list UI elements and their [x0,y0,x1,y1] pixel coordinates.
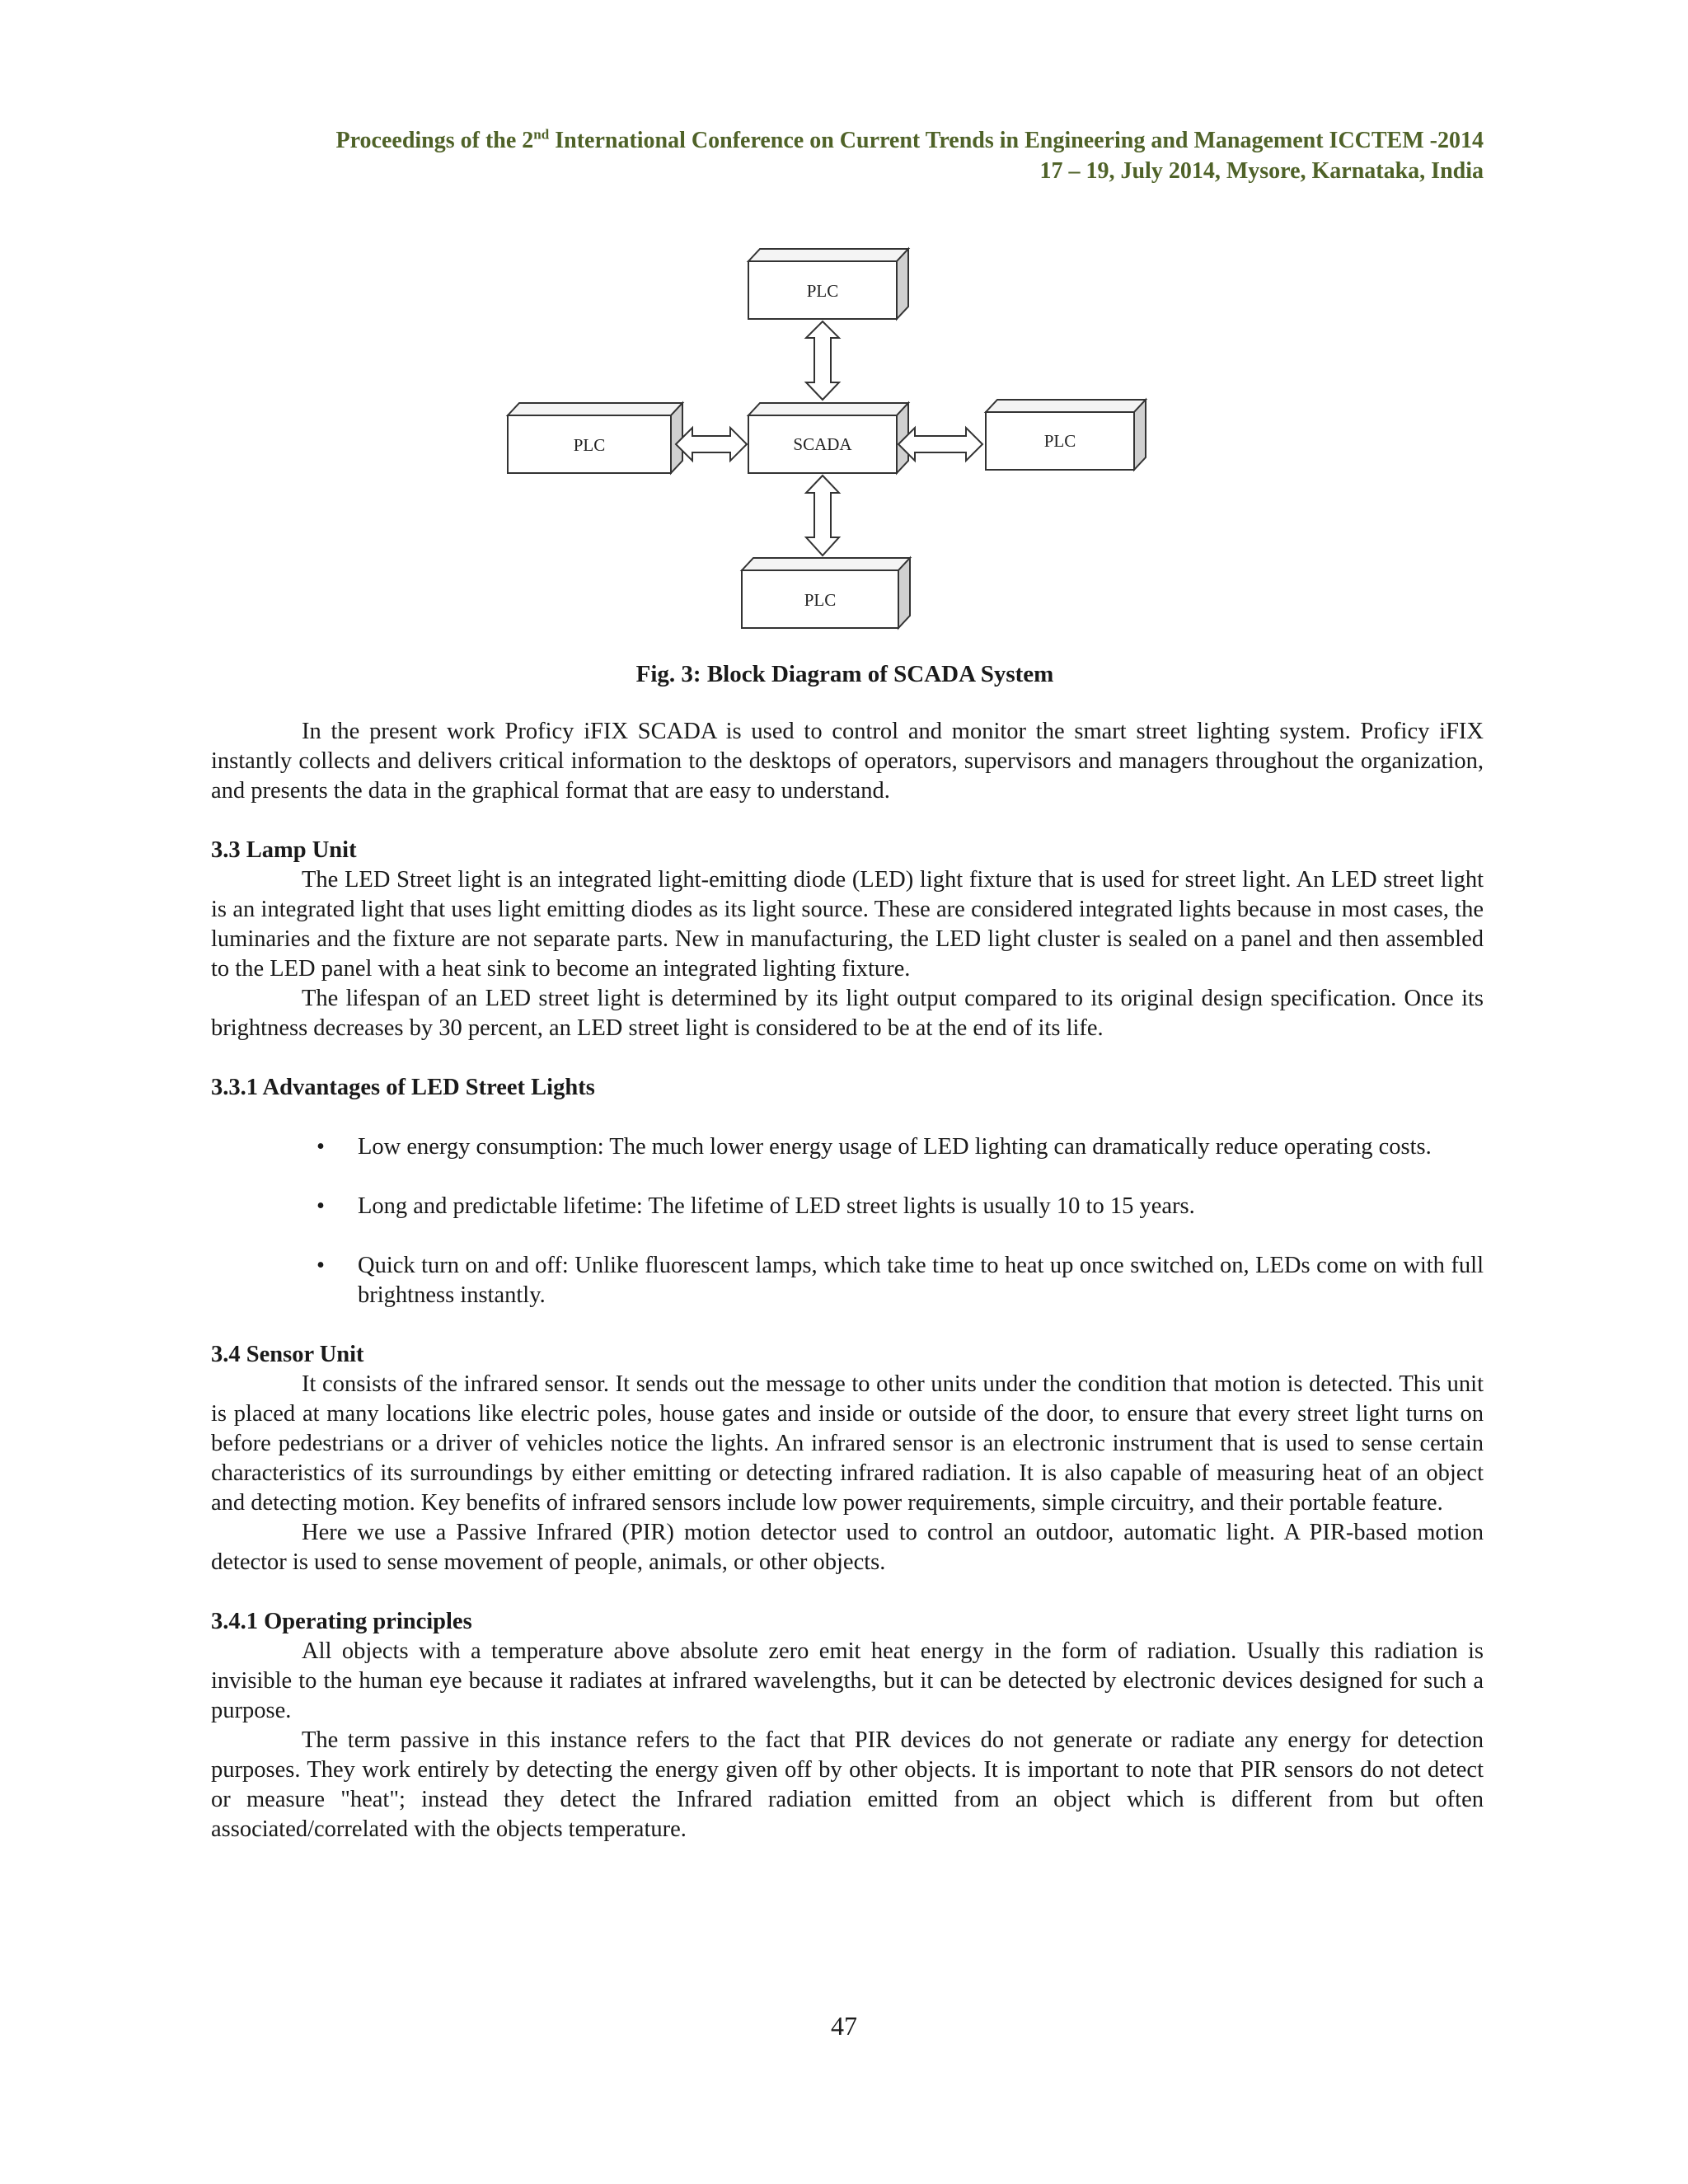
paragraph-sensor-2: Here we use a Passive Infrared (PIR) motion detector used to control an outdoor, automatic light. A PIR-based motion detector is used to sense movement of people, animals, or other objects. [211,1520,1484,1575]
advantages-list [211,1132,1484,1310]
label-plc-top: PLC [806,281,839,301]
page-number: 47 [831,2011,857,2041]
header-line-1: Proceedings of the 2nd International Conference on Current Trends in Engineering and Management ICCTEM -2014 [335,126,1484,153]
list-item: • Long and predictable lifetime: The lifetime of LED street lights is usually 10 to 15 years. [211,1192,1484,1221]
paragraph-lamp-2: The lifespan of an LED street light is determined by its light output compared to its original design specification. Once its brightness decreases by 30 percent, an LED street light is considered to be at the end of its life. [211,986,1484,1041]
label-plc-left: PLC [573,435,606,455]
arrow-top-scada [806,321,839,400]
list-item: • Quick turn on and off: Unlike fluorescent lamps, which take time to heat up once switched on, LEDs come on with full brightness instantly. [211,1251,1484,1310]
paragraph-operating-2: The term passive in this instance refers to the fact that PIR devices do not generate or radiate any energy for detection purposes. They work entirely by detecting the energy given off by other objects. It is important to note that PIR sensors do not detect or measure "heat"; instead they detect the Infrared radiation emitted from an object which is different from but often associated/correlated with the objects temperature. [211,1727,1484,1842]
heading-advantages: 3.3.1 Advantages of LED Street Lights [211,1075,595,1100]
list-item: • Low energy consumption: The much lower energy usage of LED lighting can dramatically reduce operating costs. [211,1132,1484,1162]
body-text [211,717,1484,1844]
scada-block-diagram [503,232,1179,644]
figure-caption: Fig. 3: Block Diagram of SCADA System [635,661,1054,687]
heading-sensor-unit: 3.4 Sensor Unit [211,1342,364,1367]
scada-diagram-svg [503,232,1179,644]
paragraph-scada: In the present work Proficy iFIX SCADA is used to control and monitor the smart street lighting system. Proficy iFIX instantly collects and delivers critical information to the desktops of operators, supervisors and managers throughout the organization, and presents the data in the graphical format that are easy to understand. [211,719,1484,804]
paragraph-operating-1: All objects with a temperature above absolute zero emit heat energy in the form of radiation. Usually this radiation is invisible to the human eye because it radiates at infrared wavelengths, but it can be detected by electronic devices designed for such a purpose. [211,1638,1484,1723]
heading-operating-principles: 3.4.1 Operating principles [211,1609,472,1634]
paragraph-lamp-1: The LED Street light is an integrated light-emitting diode (LED) light fixture that is used for street light. An LED street light is an integrated light that uses light emitting diodes as its light source. These are considered integrated lights because in most cases, the luminaries and the fixture are not separate parts. New in manufacturing, the LED light cluster is sealed on a panel and then assembled to the LED panel with a heat sink to become an integrated lighting fixture. [211,867,1484,982]
arrow-scada-bottom [806,476,839,555]
arrow-left-scada [676,428,747,461]
header-line-2: 17 – 19, July 2014, Mysore, Karnataka, India [1039,158,1484,184]
arrow-scada-right [898,428,982,461]
label-plc-right: PLC [1043,431,1076,451]
paragraph-sensor-1: It consists of the infrared sensor. It sends out the message to other units under the condition that motion is detected. This unit is placed at many locations like electric poles, house gates and inside or outside of the door, to ensure that every street light turns on before pedestrians or a driver of vehicles notice the lights. An infrared sensor is an electronic instrument that is used to sense certain characteristics of its surroundings by either emitting or detecting infrared radiation. It is also capable of measuring heat of an object and detecting motion. Key benefits of infrared sensors include low power requirements, simple circuitry, and their portable feature. [211,1371,1484,1516]
label-scada-center: SCADA [793,434,852,454]
heading-lamp-unit: 3.3 Lamp Unit [211,837,357,863]
running-header [206,125,1484,186]
label-plc-bottom: PLC [804,590,837,610]
